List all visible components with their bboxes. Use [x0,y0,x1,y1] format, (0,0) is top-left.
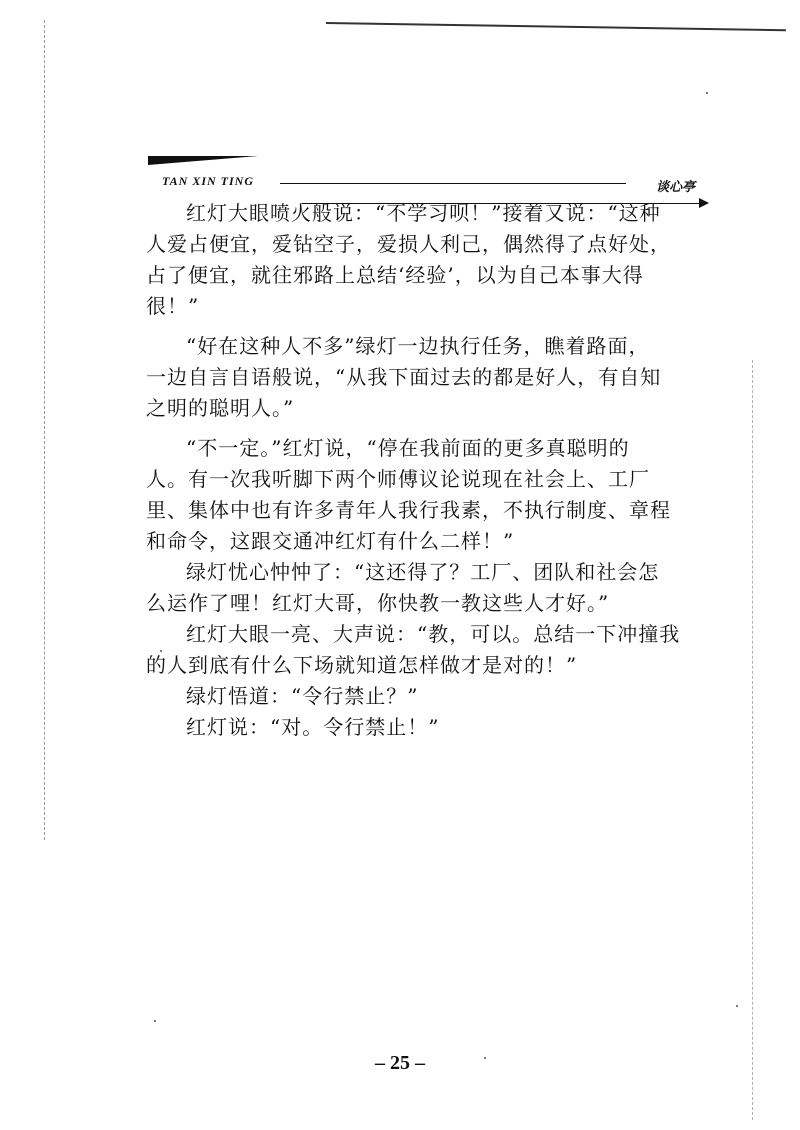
text-line: 之明的聪明人。” [146,396,295,420]
text-line: 绿灯悟道：“令行禁止？” [186,684,419,708]
paragraph [146,331,706,424]
scan-edge-right [752,360,753,1120]
text-line: 里、集体中也有许多青年人我行我素，不执行制度、章程 [146,498,671,522]
text-line: “不一定。”红灯说，“停在我前面的更多真聪明的 [186,436,630,460]
text-line: 人爱占便宜，爱钻空子，爱损人利己，偶然得了点好处， [146,232,671,256]
paragraph [146,681,706,712]
text-line: 和命令，这跟交通冲红灯有什么二样！” [146,529,515,553]
scan-speck [706,92,708,94]
header-title: 谈心亭 [655,180,695,195]
text-line: 红灯说：“对。令行禁止！” [186,715,440,739]
body-text [146,198,706,743]
text-line: 红灯大眼喷火般说：“不学习呗！”接着又说：“这种 [186,201,661,225]
paragraph [146,557,706,619]
scan-speck [736,1005,738,1007]
header-latin: TAN XIN TING [162,174,255,188]
paragraph [146,433,706,557]
text-line: 么运作了哩！红灯大哥，你快教一教这些人才好。” [146,591,610,615]
text-line: 一边自言自语般说，“从我下面过去的都是好人，有自知 [146,365,662,389]
scan-speck [154,1020,156,1022]
paragraph [146,712,706,743]
scan-edge-left [44,20,45,840]
text-line: 占了便宜，就往邪路上总结‘经验’，以为自己本事大得 [146,263,644,287]
text-line: 很！” [146,294,200,318]
text-line: 绿灯忧心忡忡了：“这还得了？工厂、团队和社会怎 [186,560,660,584]
paragraph [146,198,706,322]
header-wedge [148,156,258,165]
text-line: “好在这种人不多”绿灯一边执行任务，瞧着路面， [186,334,650,358]
text-line: 的人到底有什么下场就知道怎样做才是对的！” [146,653,578,677]
text-line: 红灯大眼一亮、大声说：“教，可以。总结一下冲撞我 [186,622,681,646]
header-rule [280,183,626,184]
page-number: – 25 – [375,1052,425,1074]
scan-speck [484,1057,486,1059]
text-line: 人。有一次我听脚下两个师傅议论说现在社会上、工厂 [146,467,650,491]
scan-top-line [326,22,786,31]
scan-speck [160,650,162,652]
paragraph [146,619,706,681]
